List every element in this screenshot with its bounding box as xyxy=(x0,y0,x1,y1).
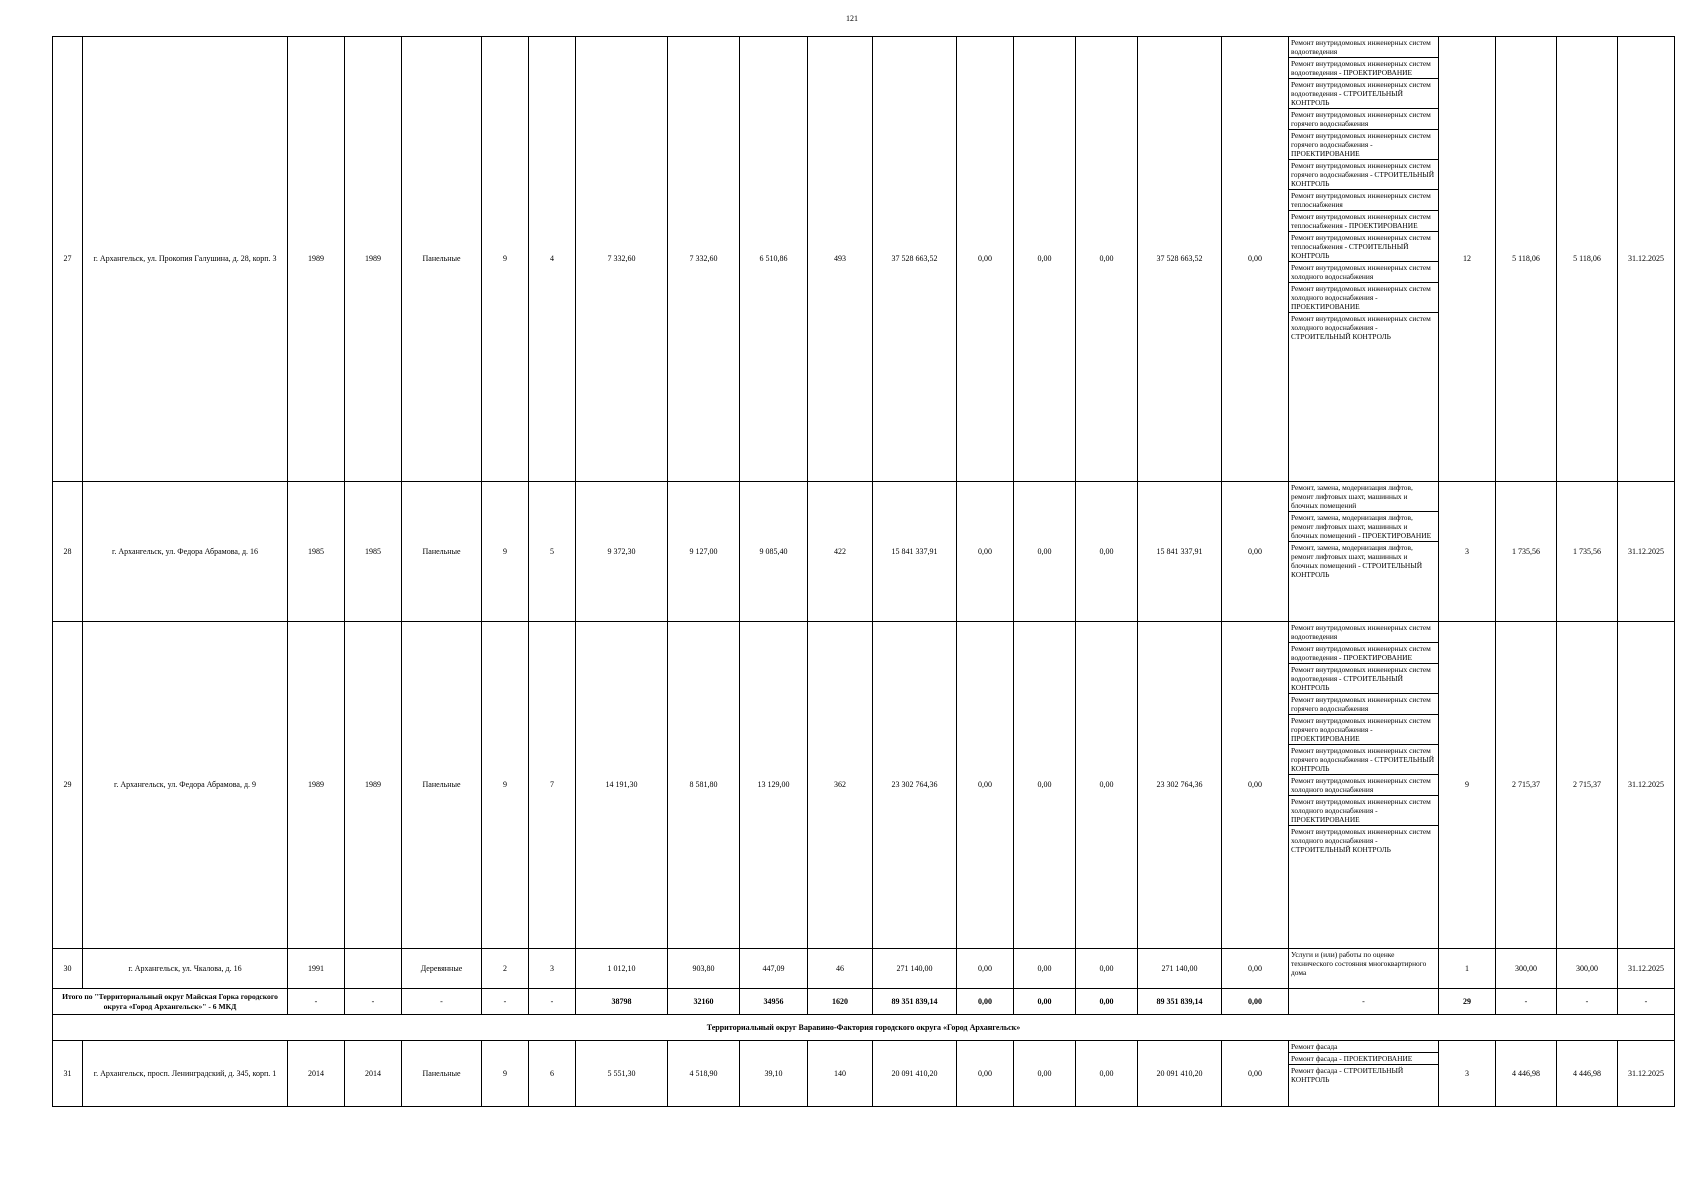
residents-cell: 46 xyxy=(808,949,873,989)
year-commission-cell: 1989 xyxy=(345,622,402,949)
fund-regional-cell: 0,00 xyxy=(1014,37,1076,482)
table-row xyxy=(53,482,1675,622)
wall-cell: Деревянные xyxy=(402,949,482,989)
works-list xyxy=(1289,37,1438,342)
num-cell: 30 xyxy=(53,949,83,989)
max-cost-cell: 5 118,06 xyxy=(1557,37,1618,482)
work-item: Ремонт внутридомовых инженерных систем теплоснабжения - СТРОИТЕЛЬНЫЙ КОНТРОЛЬ xyxy=(1289,232,1438,262)
total-cell: 0,00 xyxy=(1076,989,1138,1015)
fund-owners-cell: 271 140,00 xyxy=(1138,949,1222,989)
works-count-cell: 3 xyxy=(1439,1041,1496,1107)
work-item: Ремонт, замена, модернизация лифтов, ремонт лифтовых шахт, машинных и блочных помещений - ПРОЕКТИРОВАНИЕ xyxy=(1289,512,1438,542)
area-total-cell: 14 191,30 xyxy=(576,622,668,949)
fund-regional-cell: 0,00 xyxy=(1014,482,1076,622)
year-built-cell: 1991 xyxy=(288,949,345,989)
work-item: Ремонт внутридомовых инженерных систем холодного водоснабжения - СТРОИТЕЛЬНЫЙ КОНТРОЛЬ xyxy=(1291,314,1431,341)
work-item: Ремонт внутридомовых инженерных систем водоотведения - ПРОЕКТИРОВАНИЕ xyxy=(1289,58,1438,79)
total-cell: 0,00 xyxy=(1222,989,1289,1015)
fund-federal-cell: 0,00 xyxy=(957,1041,1014,1107)
works-list-cell xyxy=(1289,949,1439,989)
work-item: Ремонт фасада - СТРОИТЕЛЬНЫЙ КОНТРОЛЬ xyxy=(1291,1066,1404,1084)
total-cell: - xyxy=(1557,989,1618,1015)
fund-federal-cell: 0,00 xyxy=(957,482,1014,622)
work-item: Ремонт внутридомовых инженерных систем холодного водоснабжения - ПРОЕКТИРОВАНИЕ xyxy=(1289,796,1438,826)
work-item: Ремонт внутридомовых инженерных систем водоотведения xyxy=(1289,37,1438,58)
unit-cost-cell: 300,00 xyxy=(1496,949,1557,989)
year-built-cell: 1989 xyxy=(288,37,345,482)
year-commission-cell xyxy=(345,949,402,989)
area-total-cell: 9 372,30 xyxy=(576,482,668,622)
works-count-cell: 1 xyxy=(1439,949,1496,989)
deadline-cell: 31.12.2025 xyxy=(1618,1041,1675,1107)
area-total-cell: 5 551,30 xyxy=(576,1041,668,1107)
fund-regional-cell: 0,00 xyxy=(1014,949,1076,989)
total-label: Итого по "Территориальный округ Майская Горка городского округа «Город Архангельск»" - 6 МКД xyxy=(53,989,288,1015)
unit-cost-cell: 2 715,37 xyxy=(1496,622,1557,949)
address-cell: г. Архангельск, ул. Чкалова, д. 16 xyxy=(83,949,288,989)
cost-total-cell: 15 841 337,91 xyxy=(873,482,957,622)
entrances-cell: 3 xyxy=(529,949,576,989)
total-cell: 38798 xyxy=(576,989,668,1015)
total-cell: 89 351 839,14 xyxy=(1138,989,1222,1015)
total-cell: - xyxy=(482,989,529,1015)
total-row xyxy=(53,989,1675,1015)
work-item: Ремонт внутридомовых инженерных систем водоотведения - СТРОИТЕЛЬНЫЙ КОНТРОЛЬ xyxy=(1289,664,1438,694)
work-item: Ремонт внутридомовых инженерных систем холодного водоснабжения - ПРОЕКТИРОВАНИЕ xyxy=(1289,283,1438,313)
wall-cell: Панельные xyxy=(402,37,482,482)
year-commission-cell: 2014 xyxy=(345,1041,402,1107)
area-residential-cell: 39,10 xyxy=(740,1041,808,1107)
area-residential-cell: 6 510,86 xyxy=(740,37,808,482)
max-cost-cell: 300,00 xyxy=(1557,949,1618,989)
work-item: Ремонт внутридомовых инженерных систем водоотведения - СТРОИТЕЛЬНЫЙ КОНТРОЛЬ xyxy=(1289,79,1438,109)
area-living-cell: 903,80 xyxy=(668,949,740,989)
cost-total-cell: 37 528 663,52 xyxy=(873,37,957,482)
work-item: Ремонт, замена, модернизация лифтов, ремонт лифтовых шахт, машинных и блочных помещений xyxy=(1289,482,1438,512)
work-item: Ремонт внутридомовых инженерных систем теплоснабжения - ПРОЕКТИРОВАНИЕ xyxy=(1289,211,1438,232)
address-cell: г. Архангельск, ул. Федора Абрамова, д. 9 xyxy=(83,622,288,949)
works-list-cell xyxy=(1289,37,1439,482)
max-cost-cell: 1 735,56 xyxy=(1557,482,1618,622)
area-living-cell: 4 518,90 xyxy=(668,1041,740,1107)
residents-cell: 493 xyxy=(808,37,873,482)
work-item: Ремонт внутридомовых инженерных систем горячего водоснабжения - ПРОЕКТИРОВАНИЕ xyxy=(1289,130,1438,160)
entrances-cell: 7 xyxy=(529,622,576,949)
address-cell: г. Архангельск, ул. Федора Абрамова, д. 16 xyxy=(83,482,288,622)
works-list xyxy=(1289,949,1438,978)
year-commission-cell: 1985 xyxy=(345,482,402,622)
fund-local-cell: 0,00 xyxy=(1076,622,1138,949)
num-cell: 28 xyxy=(53,482,83,622)
entrances-cell: 4 xyxy=(529,37,576,482)
wall-cell: Панельные xyxy=(402,1041,482,1107)
works-list-cell xyxy=(1289,1041,1439,1107)
works-count-cell: 12 xyxy=(1439,37,1496,482)
area-living-cell: 8 581,80 xyxy=(668,622,740,949)
year-commission-cell: 1989 xyxy=(345,37,402,482)
fund-local-cell: 0,00 xyxy=(1076,482,1138,622)
work-item: Ремонт внутридомовых инженерных систем холодного водоснабжения xyxy=(1289,262,1438,283)
year-built-cell: 2014 xyxy=(288,1041,345,1107)
section-header-row xyxy=(53,1015,1675,1041)
area-residential-cell: 13 129,00 xyxy=(740,622,808,949)
unit-cost-cell: 4 446,98 xyxy=(1496,1041,1557,1107)
residents-cell: 422 xyxy=(808,482,873,622)
total-cell: - xyxy=(345,989,402,1015)
residents-cell: 140 xyxy=(808,1041,873,1107)
fund-federal-cell: 0,00 xyxy=(957,622,1014,949)
max-cost-cell: 2 715,37 xyxy=(1557,622,1618,949)
year-built-cell: 1985 xyxy=(288,482,345,622)
fund-owners-cell: 15 841 337,91 xyxy=(1138,482,1222,622)
work-item: Ремонт внутридомовых инженерных систем холодного водоснабжения - СТРОИТЕЛЬНЫЙ КОНТРОЛЬ xyxy=(1291,827,1431,854)
area-living-cell: 7 332,60 xyxy=(668,37,740,482)
total-cell: 32160 xyxy=(668,989,740,1015)
fund-other-cell: 0,00 xyxy=(1222,622,1289,949)
floors-cell: 2 xyxy=(482,949,529,989)
unit-cost-cell: 1 735,56 xyxy=(1496,482,1557,622)
table-row xyxy=(53,622,1675,949)
floors-cell: 9 xyxy=(482,1041,529,1107)
fund-other-cell: 0,00 xyxy=(1222,37,1289,482)
floors-cell: 9 xyxy=(482,37,529,482)
entrances-cell: 6 xyxy=(529,1041,576,1107)
work-item: Ремонт, замена, модернизация лифтов, ремонт лифтовых шахт, машинных и блочных помещений - СТРОИТЕЛЬНЫЙ КОНТРОЛЬ xyxy=(1291,543,1423,579)
num-cell: 29 xyxy=(53,622,83,949)
work-item: Ремонт внутридомовых инженерных систем водоотведения xyxy=(1289,622,1438,643)
max-cost-cell: 4 446,98 xyxy=(1557,1041,1618,1107)
work-item: Ремонт внутридомовых инженерных систем горячего водоснабжения - ПРОЕКТИРОВАНИЕ xyxy=(1289,715,1438,745)
page-number: 121 xyxy=(846,14,858,23)
fund-owners-cell: 20 091 410,20 xyxy=(1138,1041,1222,1107)
table-row xyxy=(53,949,1675,989)
total-cell: 34956 xyxy=(740,989,808,1015)
cost-total-cell: 23 302 764,36 xyxy=(873,622,957,949)
section-header: Территориальный округ Варавино-Фактория городского округа «Город Архангельск» xyxy=(53,1015,1675,1041)
total-cell: - xyxy=(1289,989,1439,1015)
work-item: Ремонт внутридомовых инженерных систем горячего водоснабжения xyxy=(1289,694,1438,715)
year-built-cell: 1989 xyxy=(288,622,345,949)
entrances-cell: 5 xyxy=(529,482,576,622)
deadline-cell: 31.12.2025 xyxy=(1618,482,1675,622)
table-row xyxy=(53,1041,1675,1107)
total-cell: - xyxy=(288,989,345,1015)
fund-other-cell: 0,00 xyxy=(1222,482,1289,622)
fund-owners-cell: 23 302 764,36 xyxy=(1138,622,1222,949)
deadline-cell: 31.12.2025 xyxy=(1618,37,1675,482)
fund-regional-cell: 0,00 xyxy=(1014,1041,1076,1107)
floors-cell: 9 xyxy=(482,622,529,949)
works-count-cell: 9 xyxy=(1439,622,1496,949)
work-item: Услуги и (или) работы по оценке технического состояния многоквартирного дома xyxy=(1291,950,1427,977)
total-cell: 89 351 839,14 xyxy=(873,989,957,1015)
area-residential-cell: 9 085,40 xyxy=(740,482,808,622)
repair-program-table xyxy=(52,36,1675,1107)
wall-cell: Панельные xyxy=(402,482,482,622)
work-item: Ремонт внутридомовых инженерных систем холодного водоснабжения xyxy=(1289,775,1438,796)
fund-federal-cell: 0,00 xyxy=(957,949,1014,989)
area-total-cell: 1 012,10 xyxy=(576,949,668,989)
work-item: Ремонт внутридомовых инженерных систем горячего водоснабжения - СТРОИТЕЛЬНЫЙ КОНТРОЛЬ xyxy=(1289,160,1438,190)
table-body xyxy=(53,37,1675,1107)
works-list xyxy=(1289,622,1438,855)
total-cell: - xyxy=(529,989,576,1015)
total-cell: 29 xyxy=(1439,989,1496,1015)
table-row xyxy=(53,37,1675,482)
fund-local-cell: 0,00 xyxy=(1076,37,1138,482)
floors-cell: 9 xyxy=(482,482,529,622)
total-cell: - xyxy=(402,989,482,1015)
work-item: Ремонт фасада xyxy=(1289,1041,1438,1053)
work-item: Ремонт внутридомовых инженерных систем горячего водоснабжения xyxy=(1289,109,1438,130)
num-cell: 27 xyxy=(53,37,83,482)
works-list-cell xyxy=(1289,482,1439,622)
total-cell: 1620 xyxy=(808,989,873,1015)
works-list xyxy=(1289,1041,1438,1085)
address-cell: г. Архангельск, просп. Ленинградский, д. 345, корп. 1 xyxy=(83,1041,288,1107)
fund-federal-cell: 0,00 xyxy=(957,37,1014,482)
cost-total-cell: 271 140,00 xyxy=(873,949,957,989)
residents-cell: 362 xyxy=(808,622,873,949)
address-cell: г. Архангельск, ул. Прокопия Галушина, д. 28, корп. 3 xyxy=(83,37,288,482)
fund-local-cell: 0,00 xyxy=(1076,1041,1138,1107)
fund-other-cell: 0,00 xyxy=(1222,1041,1289,1107)
fund-regional-cell: 0,00 xyxy=(1014,622,1076,949)
work-item: Ремонт внутридомовых инженерных систем теплоснабжения xyxy=(1289,190,1438,211)
total-cell: 0,00 xyxy=(1014,989,1076,1015)
area-total-cell: 7 332,60 xyxy=(576,37,668,482)
works-list-cell xyxy=(1289,622,1439,949)
fund-local-cell: 0,00 xyxy=(1076,949,1138,989)
work-item: Ремонт внутридомовых инженерных систем водоотведения - ПРОЕКТИРОВАНИЕ xyxy=(1289,643,1438,664)
deadline-cell: 31.12.2025 xyxy=(1618,622,1675,949)
num-cell: 31 xyxy=(53,1041,83,1107)
fund-other-cell: 0,00 xyxy=(1222,949,1289,989)
total-cell: 0,00 xyxy=(957,989,1014,1015)
wall-cell: Панельные xyxy=(402,622,482,949)
deadline-cell: 31.12.2025 xyxy=(1618,949,1675,989)
unit-cost-cell: 5 118,06 xyxy=(1496,37,1557,482)
work-item: Ремонт фасада - ПРОЕКТИРОВАНИЕ xyxy=(1289,1053,1438,1065)
total-cell: - xyxy=(1496,989,1557,1015)
fund-owners-cell: 37 528 663,52 xyxy=(1138,37,1222,482)
cost-total-cell: 20 091 410,20 xyxy=(873,1041,957,1107)
area-residential-cell: 447,09 xyxy=(740,949,808,989)
works-count-cell: 3 xyxy=(1439,482,1496,622)
total-cell: - xyxy=(1618,989,1675,1015)
work-item: Ремонт внутридомовых инженерных систем горячего водоснабжения - СТРОИТЕЛЬНЫЙ КОНТРОЛЬ xyxy=(1289,745,1438,775)
area-living-cell: 9 127,00 xyxy=(668,482,740,622)
works-list xyxy=(1289,482,1438,580)
